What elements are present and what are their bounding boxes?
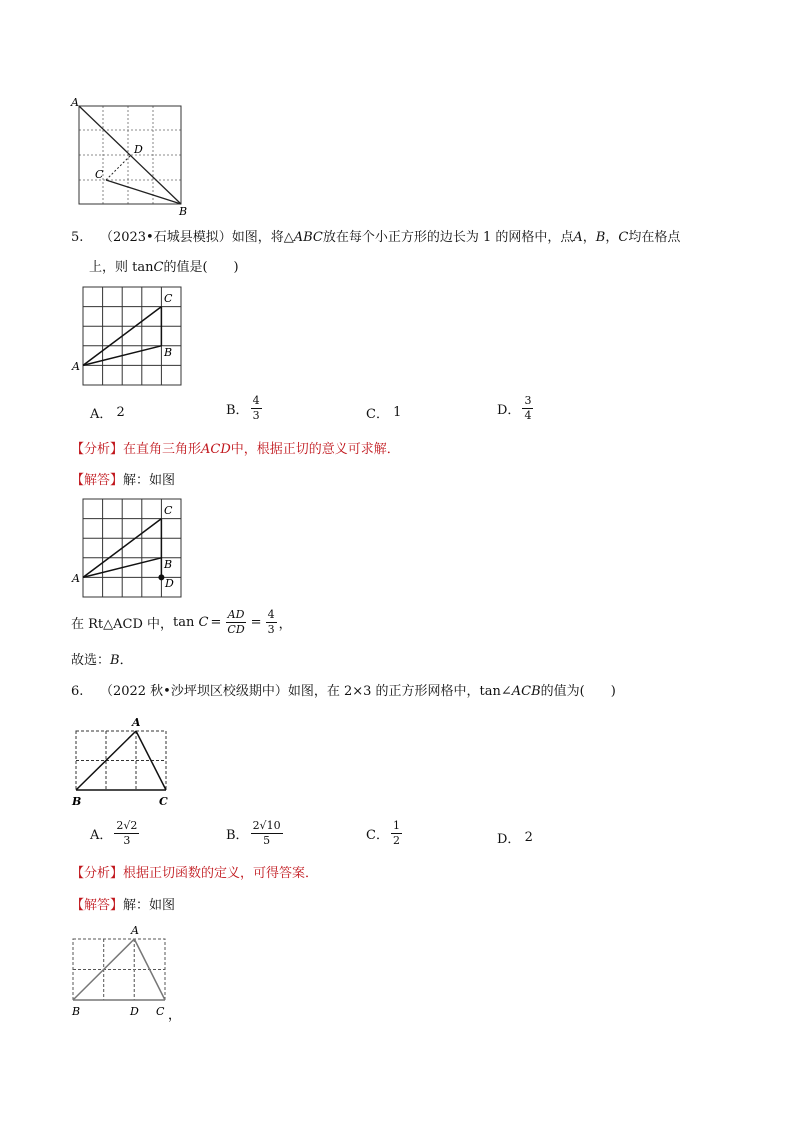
q5-option-b[interactable] <box>226 394 264 423</box>
q5-solution-figure <box>68 496 192 600</box>
q5-stem-line2 <box>89 258 239 278</box>
q5-choice-end: ． <box>119 653 133 668</box>
q5-answer <box>71 471 175 491</box>
q5-comma: ， <box>582 230 596 245</box>
q5-option-a-label: A． <box>90 406 113 422</box>
q6-answer <box>71 896 175 916</box>
q6-option-a-fraction <box>114 819 139 848</box>
frac-denominator: 3 <box>267 623 275 636</box>
q5-choice <box>71 651 133 671</box>
q5-analysis-tag: 【分析】 <box>71 442 124 457</box>
q6-number: 6. <box>71 684 84 699</box>
q5-var-c: C <box>153 260 164 275</box>
q6-option-a-label: A． <box>90 828 113 843</box>
q5-sol-label-a: A <box>72 572 80 585</box>
q6-option-d-label: D． <box>497 831 521 847</box>
frac-numerator: 4 <box>252 394 260 407</box>
q6-sol-label-a: A <box>131 924 139 937</box>
frac-numerator: 4 <box>267 608 275 621</box>
q6-answer-tag: 【解答】 <box>71 898 124 913</box>
q5-triangle-symbol: △ <box>283 230 294 245</box>
q5-fig-label-b: B <box>164 346 173 359</box>
q6-analysis-text: 根据正切函数的定义，可得答案． <box>123 866 319 881</box>
q5-equation-tan: tan <box>173 615 195 630</box>
q5-point-a: A <box>573 230 583 245</box>
q5-stem-line1 <box>71 228 680 248</box>
q6-option-a[interactable] <box>90 819 141 848</box>
q6-analysis-tag: 【分析】 <box>71 866 124 881</box>
q6-option-c[interactable] <box>366 819 404 848</box>
q5-sol-label-d: D <box>165 577 174 590</box>
q6-option-b-label: B． <box>226 828 249 843</box>
q5-triangle-abc: ABC <box>293 230 323 245</box>
q5-analysis-text-2: 中，根据正切的意义可求解． <box>230 442 400 457</box>
frac-numerator: 2√2 <box>116 819 138 832</box>
q5-point-b: B <box>595 230 606 245</box>
q6-fig-label-a: A <box>132 716 141 729</box>
figure-grid-adbc <box>68 94 194 218</box>
q5-equation-equals: = <box>210 615 222 630</box>
frac-denominator: 3 <box>123 834 131 847</box>
frac-numerator: 2√10 <box>252 819 281 832</box>
q5-comma: ， <box>605 230 619 245</box>
q6-sol-trailing-comma: ， <box>168 1008 182 1022</box>
q6-sol-label-d: D <box>130 1005 139 1018</box>
q5-option-c-value: 1 <box>393 404 402 420</box>
q6-figure-grid <box>68 714 178 810</box>
q6-stem <box>71 682 616 702</box>
q5-option-a[interactable] <box>90 401 125 423</box>
q6-stem-text-2: 的值为( ) <box>540 684 616 699</box>
frac-numerator: AD <box>227 608 245 621</box>
fig0-label-b: B <box>179 205 188 218</box>
q6-fig-label-c: C <box>159 795 168 808</box>
frac-numerator: 1 <box>392 819 400 832</box>
q6-sol-label-b: B <box>72 1005 81 1018</box>
q5-fig-label-c: C <box>164 292 173 305</box>
q5-equation-fraction <box>225 608 246 637</box>
q5-number: 5. <box>71 230 84 245</box>
q5-stem-text-4: 上，则 tan <box>89 260 154 275</box>
frac-denominator: 2 <box>392 834 400 847</box>
q6-option-b[interactable] <box>226 819 285 848</box>
q6-answer-text: 解：如图 <box>123 898 176 913</box>
q5-stem-text-5: 的值是( ) <box>163 260 239 275</box>
q5-equation-prefix: 在 Rt△ACD 中， <box>71 617 174 632</box>
q5-fig-label-a: A <box>72 360 80 373</box>
q5-analysis-var: ACD <box>201 442 231 457</box>
q5-answer-text: 解：如图 <box>123 473 176 488</box>
q6-analysis <box>71 864 318 884</box>
q5-sol-label-b: B <box>164 558 173 571</box>
q5-option-a-value: 2 <box>116 404 125 420</box>
q5-option-b-label: B． <box>226 403 249 418</box>
q6-option-d-value: 2 <box>524 829 533 845</box>
frac-denominator: 5 <box>263 834 271 847</box>
q5-figure-grid <box>68 284 192 388</box>
q5-equation-var-c: C <box>198 615 209 630</box>
frac-denominator: 3 <box>252 409 260 422</box>
q5-equation-equals-2: = <box>250 615 262 630</box>
q6-option-d[interactable] <box>497 826 533 848</box>
q5-equation-end: ， <box>278 617 292 632</box>
q5-analysis-text: 在直角三角形 <box>123 442 202 457</box>
q5-option-c-label: C． <box>366 406 389 422</box>
q5-analysis <box>71 440 400 460</box>
q5-stem-text-3: 均在格点 <box>628 230 681 245</box>
fig0-label-d: D <box>134 143 143 156</box>
q5-option-c[interactable] <box>366 401 401 423</box>
q6-option-c-fraction <box>391 819 402 848</box>
q5-point-c: C <box>618 230 629 245</box>
q5-choice-text: 故选： <box>71 653 111 668</box>
q5-option-d-fraction <box>522 394 533 423</box>
q5-option-b-fraction <box>251 394 262 423</box>
q6-sol-label-c: C <box>156 1005 165 1018</box>
q6-fig-label-b: B <box>72 795 82 808</box>
q5-stem-text: （2023•石城县模拟）如图，将 <box>99 230 284 245</box>
q5-choice-value: B <box>110 653 120 668</box>
q5-stem-text-2: 放在每个小正方形的边长为 1 的网格中，点 <box>322 230 574 245</box>
q5-equation <box>71 608 292 637</box>
frac-denominator: CD <box>227 623 245 636</box>
fig0-label-c: C <box>95 168 104 181</box>
fig0-label-a: A <box>71 96 79 109</box>
q6-option-c-label: C． <box>366 828 389 843</box>
frac-denominator: 4 <box>524 409 532 422</box>
q5-sol-label-c: C <box>164 504 173 517</box>
q5-option-d[interactable] <box>497 394 535 423</box>
q6-option-b-fraction <box>251 819 283 848</box>
q5-answer-tag: 【解答】 <box>71 473 124 488</box>
frac-numerator: 3 <box>524 394 532 407</box>
q6-stem-text: （2022 秋•沙坪坝区校级期中）如图，在 2×3 的正方形网格中，tan∠ <box>99 684 512 699</box>
q6-angle-acb: ACB <box>511 684 541 699</box>
q5-option-d-label: D． <box>497 403 521 418</box>
q6-solution-figure <box>66 922 186 1022</box>
q5-equation-result <box>266 608 277 637</box>
